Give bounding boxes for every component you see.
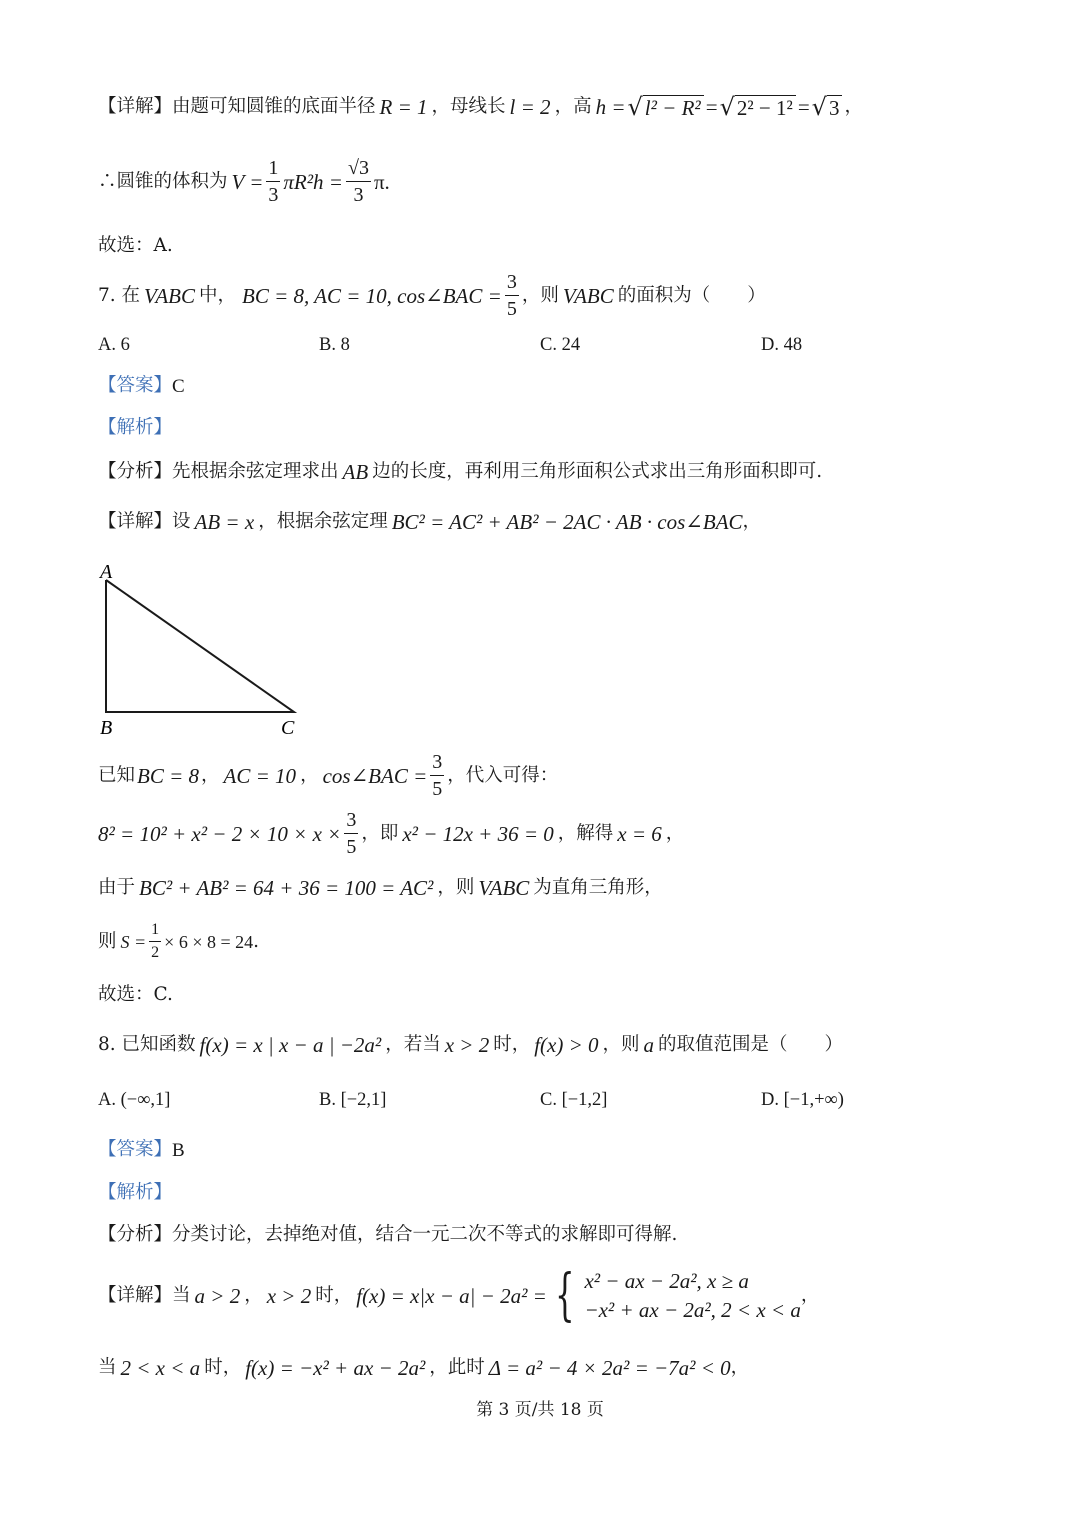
numerator: 1	[149, 922, 161, 942]
q7-right-angle	[98, 878, 663, 899]
triangle-figure	[95, 558, 315, 740]
detail-text: 由题可知圆锥的底面半径	[172, 95, 376, 117]
vertex-b: B	[100, 717, 113, 739]
area-rhs: × 6 × 8 = 24	[164, 931, 254, 952]
fenxi-text: 先根据余弦定理求出	[172, 461, 339, 483]
equals: =	[705, 94, 718, 119]
last-text: ，	[730, 1357, 750, 1379]
discriminant: Δ = a² − 4 × 2a² = −7a² < 0	[488, 1356, 731, 1380]
q8-option-b: B. [−2,1]	[319, 1090, 387, 1110]
piecewise-function	[547, 1263, 801, 1328]
sqrt-expression: √ l² − R²	[628, 95, 704, 119]
q8-text: ，若当	[385, 1034, 441, 1056]
q7-number: 7. 在	[98, 284, 141, 306]
q7-text: 中，	[198, 284, 236, 306]
q7-area	[98, 922, 259, 962]
case-2: −x² + ax − 2a², 2 < x < a	[584, 1298, 801, 1322]
q8-fenxi	[98, 1226, 677, 1245]
fraction	[430, 752, 444, 800]
denominator: 2	[151, 943, 160, 961]
f-expression: f(x) = −x² + ax − 2a²	[245, 1356, 426, 1380]
fraction	[346, 158, 371, 206]
fraction	[344, 810, 358, 858]
volume-mid: πR²h =	[283, 169, 343, 194]
q7-detail	[98, 512, 761, 533]
denominator: 5	[506, 298, 517, 320]
denominator: 5	[432, 778, 443, 800]
detail-text: 设	[172, 511, 191, 533]
radius-eq: R = 1	[379, 94, 428, 119]
detail-label: 【详解】	[98, 511, 173, 533]
q6-volume-line	[98, 158, 390, 206]
q7-option-b: B. 8	[319, 335, 350, 355]
fraction	[149, 922, 161, 962]
q8-option-d: D. [−1,+∞)	[761, 1090, 844, 1110]
q8-answer	[98, 1141, 185, 1160]
pythagorean-eq: BC² + AB² = 64 + 36 = 100 = AC²	[139, 876, 434, 900]
q7-text: ，则	[521, 284, 559, 306]
sub-text: ，	[665, 822, 685, 844]
detail-text: 当	[172, 1284, 191, 1306]
sub-text: ，解得	[557, 822, 614, 844]
numerator: 3	[344, 810, 358, 834]
q8-stem	[98, 1035, 843, 1056]
answer-label: 【答案】	[98, 375, 173, 397]
triangle-symbol: VABC	[478, 876, 530, 900]
substitution-eq: 8² = 10² + x² − 2 × 10 × x ×	[98, 821, 342, 846]
case-1: x² − ax − 2a², x ≥ a	[584, 1269, 749, 1293]
f-condition: f(x) > 0	[534, 1033, 599, 1057]
right-text: ，则	[437, 877, 475, 899]
triangle-outline	[106, 580, 294, 712]
area-lhs: S =	[120, 931, 147, 952]
right-text: 为直角三角形，	[533, 877, 663, 899]
piecewise-lhs: f(x) = x|x − a| − 2a² =	[356, 1283, 547, 1308]
x-condition: x > 2	[266, 1283, 312, 1308]
quadratic-eq: x² − 12x + 36 = 0	[402, 821, 554, 846]
slant-eq: l = 2	[509, 94, 551, 119]
volume-tail: π.	[373, 169, 390, 194]
fenxi-label: 【分析】	[98, 1224, 173, 1245]
height-lhs: h =	[595, 94, 626, 119]
bc-eq: BC = 8	[137, 763, 200, 788]
ab-eq: AB = x	[194, 510, 255, 534]
q7-stem	[98, 272, 766, 320]
q7-option-a: A. 6	[98, 335, 130, 355]
q8-detail	[98, 1263, 820, 1328]
cases	[584, 1271, 800, 1321]
q7-text: 的面积为（ ）	[617, 284, 766, 306]
triangle-symbol: VABC	[144, 283, 195, 308]
volume-lhs: V =	[231, 169, 264, 194]
volume-prefix: ∴圆锥的体积为	[98, 170, 228, 192]
detail-text: ，母线长	[431, 95, 506, 117]
denominator: 3	[353, 184, 364, 206]
answer-value: C	[172, 376, 185, 397]
detail-text: ，	[742, 511, 762, 533]
detail-label: 【详解】	[98, 95, 173, 117]
area-text: .	[253, 930, 260, 952]
q7-answer	[98, 377, 185, 396]
area-text: 则	[98, 930, 117, 952]
sqrt-inner: l² − R²	[643, 95, 704, 119]
answer-value: B	[172, 1140, 185, 1161]
denominator: 5	[346, 836, 357, 858]
q7-choice: 故选：C.	[98, 984, 173, 1005]
variable-a: a	[643, 1033, 655, 1057]
q8-text: 时，	[493, 1034, 531, 1056]
fenxi-label: 【分析】	[98, 461, 173, 483]
function-def: f(x) = x | x − a | −2a²	[199, 1033, 382, 1057]
known-text: ，代入可得：	[447, 764, 559, 786]
numerator: √3	[346, 158, 371, 182]
q7-option-d: D. 48	[761, 335, 803, 355]
q8-number: 8. 已知函数	[98, 1034, 196, 1056]
fenxi-text: 边的长度，再利用三角形面积公式求出三角形面积即可.	[372, 461, 823, 483]
q7-known	[98, 752, 558, 800]
q8-option-a: A. (−∞,1]	[98, 1090, 171, 1110]
q8-last-line	[98, 1358, 749, 1379]
equals: =	[797, 94, 810, 119]
known-text: ，	[300, 764, 319, 786]
law-of-cosines: BC² = AC² + AB² − 2AC · AB · cos∠BAC	[391, 510, 743, 534]
fraction	[266, 158, 280, 206]
vertex-c: C	[281, 717, 295, 739]
q7-analysis-label: 【解析】	[98, 417, 173, 438]
q8-analysis-label: 【解析】	[98, 1182, 173, 1203]
detail-text: ，	[844, 95, 863, 117]
solution-eq: x = 6	[617, 821, 662, 846]
fraction	[505, 272, 519, 320]
sqrt-inner: 2² − 1²	[735, 95, 796, 119]
known-text: ，	[201, 764, 220, 786]
last-text: ，此时	[429, 1357, 485, 1379]
numerator: 3	[505, 272, 519, 296]
q8-text: 的取值范围是（ ）	[658, 1034, 844, 1056]
detail-text: ，	[800, 1284, 820, 1306]
right-text: 由于	[98, 877, 136, 899]
fenxi-text: 分类讨论，去掉绝对值，结合一元二次不等式的求解即可得解.	[172, 1224, 678, 1245]
denominator: 3	[268, 184, 279, 206]
cos-eq: cos∠BAC =	[322, 763, 428, 788]
q6-detail-line	[98, 95, 863, 119]
ac-eq: AC = 10	[223, 763, 297, 788]
sqrt-expression: √ 3	[812, 95, 843, 119]
x-range: 2 < x < a	[120, 1356, 201, 1380]
detail-text: 时，	[315, 1284, 353, 1306]
known-text: 已知	[98, 764, 136, 786]
q6-choice: 故选：A.	[98, 235, 173, 256]
detail-text: ，根据余弦定理	[258, 511, 388, 533]
triangle-symbol: VABC	[562, 283, 614, 308]
detail-text: ，高	[554, 95, 592, 117]
q7-condition: BC = 8, AC = 10, cos∠BAC =	[242, 283, 502, 308]
q8-option-c: C. [−1,2]	[540, 1090, 608, 1110]
last-text: 时，	[204, 1357, 242, 1379]
q8-text: ，则	[602, 1034, 640, 1056]
numerator: 1	[266, 158, 280, 182]
page-footer: 第 3 页/共 18 页	[476, 1400, 604, 1420]
a-condition: a > 2	[194, 1283, 241, 1308]
segment-ab: AB	[342, 460, 369, 484]
detail-text: ，	[244, 1284, 263, 1306]
q7-substitution	[98, 810, 684, 858]
x-condition: x > 2	[444, 1033, 490, 1057]
vertex-a: A	[100, 561, 113, 583]
sqrt-expression: √ 2² − 1²	[720, 95, 796, 119]
sub-text: ，即	[361, 822, 399, 844]
sqrt-inner: 3	[827, 95, 843, 119]
answer-label: 【答案】	[98, 1139, 173, 1161]
numerator: 3	[430, 752, 444, 776]
last-text: 当	[98, 1357, 117, 1379]
q7-fenxi	[98, 462, 822, 483]
brace-icon: {	[554, 1263, 575, 1328]
detail-label: 【详解】	[98, 1284, 173, 1306]
q7-option-c: C. 24	[540, 335, 581, 355]
